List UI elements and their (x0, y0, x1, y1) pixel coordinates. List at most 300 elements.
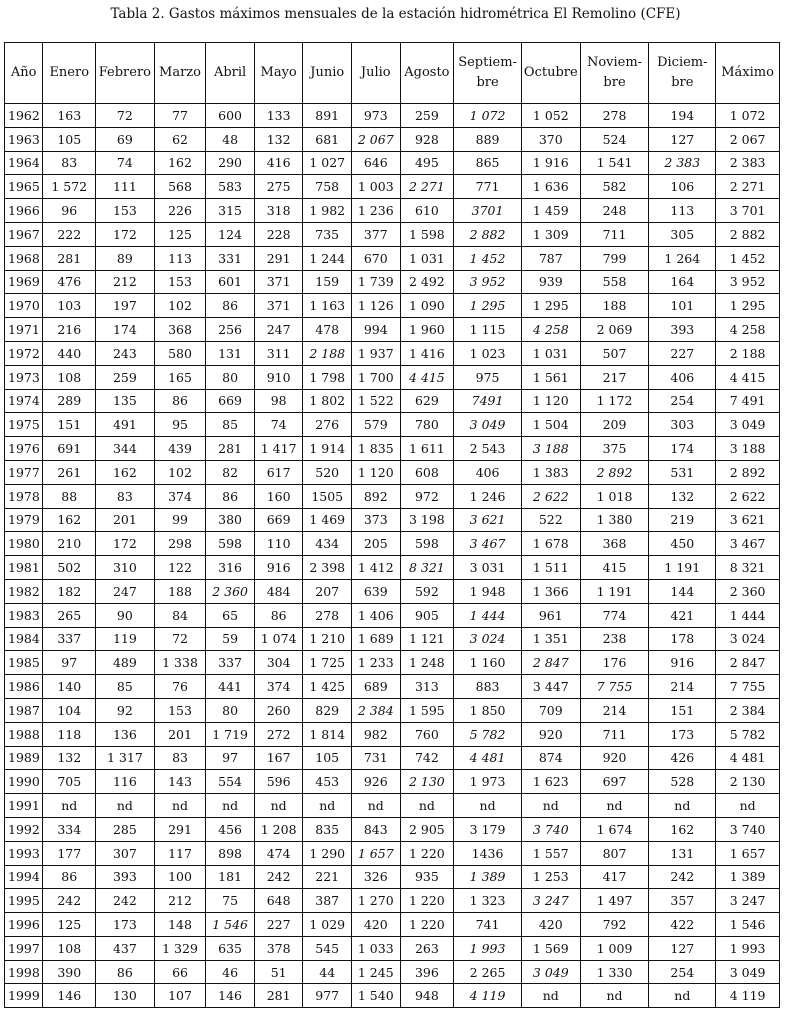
table-cell: 1 120 (352, 460, 401, 484)
table-cell: 84 (154, 603, 206, 627)
table-cell: 617 (254, 460, 303, 484)
header-row (5, 43, 780, 104)
table-cell: 1 295 (716, 294, 780, 318)
table-cell: 86 (96, 960, 155, 984)
table-cell: 689 (352, 675, 401, 699)
table-cell: 554 (206, 770, 255, 794)
table-row (5, 579, 780, 603)
table-cell: 102 (154, 460, 206, 484)
table-cell: 2 892 (580, 460, 649, 484)
table-cell: 205 (352, 532, 401, 556)
table-cell: 337 (206, 651, 255, 675)
table-cell: 83 (154, 746, 206, 770)
table-cell: 598 (400, 532, 454, 556)
table-cell: 1 380 (580, 508, 649, 532)
year-cell: 1969 (5, 270, 43, 294)
table-cell: 1 383 (521, 460, 580, 484)
table-cell: 1 366 (521, 579, 580, 603)
table-cell: 393 (649, 318, 716, 342)
table-cell: 1 389 (716, 865, 780, 889)
table-row (5, 556, 780, 580)
table-cell: 829 (303, 698, 352, 722)
table-cell: 210 (43, 532, 96, 556)
table-cell: 228 (254, 222, 303, 246)
table-cell: 140 (43, 675, 96, 699)
table-cell: 2 882 (716, 222, 780, 246)
table-cell: 106 (649, 175, 716, 199)
table-cell: 243 (96, 341, 155, 365)
table-cell: 1 595 (400, 698, 454, 722)
table-cell: 780 (400, 413, 454, 437)
table-cell: 378 (254, 936, 303, 960)
table-cell: 261 (43, 460, 96, 484)
column-header: Agosto (400, 43, 454, 104)
table-cell: 125 (43, 913, 96, 937)
column-header: Marzo (154, 43, 206, 104)
table-cell: 1 191 (580, 579, 649, 603)
table-cell: 374 (254, 675, 303, 699)
table-cell: 374 (154, 484, 206, 508)
table-cell: 201 (154, 722, 206, 746)
table-cell: 3 740 (716, 817, 780, 841)
table-cell: 162 (96, 460, 155, 484)
table-cell: 742 (400, 746, 454, 770)
table-cell: 520 (303, 460, 352, 484)
table-cell: 484 (254, 579, 303, 603)
table-cell: 531 (649, 460, 716, 484)
table-cell: 254 (649, 389, 716, 413)
table-cell: 144 (649, 579, 716, 603)
year-cell: 1984 (5, 627, 43, 651)
table-cell: 608 (400, 460, 454, 484)
year-cell: 1981 (5, 556, 43, 580)
table-cell: 1 245 (352, 960, 401, 984)
table-cell: nd (521, 984, 580, 1008)
table-cell: 807 (580, 841, 649, 865)
column-header: Octubre (521, 43, 580, 104)
table-cell: 1 561 (521, 365, 580, 389)
table-cell: 219 (649, 508, 716, 532)
table-cell: 491 (96, 413, 155, 437)
table-cell: 3 621 (716, 508, 780, 532)
table-cell: 344 (96, 437, 155, 461)
table-cell: 197 (96, 294, 155, 318)
table-cell: 948 (400, 984, 454, 1008)
table-cell: 489 (96, 651, 155, 675)
table-cell: 1 290 (303, 841, 352, 865)
table-cell: 961 (521, 603, 580, 627)
column-header: Febrero (96, 43, 155, 104)
table-cell: 298 (154, 532, 206, 556)
table-cell: 96 (43, 199, 96, 223)
table-cell: 1 295 (454, 294, 522, 318)
table-cell: nd (454, 794, 522, 818)
year-cell: 1980 (5, 532, 43, 556)
table-header (5, 43, 780, 104)
table-cell: 601 (206, 270, 255, 294)
table-cell: 377 (352, 222, 401, 246)
table-cell: 80 (206, 698, 255, 722)
table-cell: 2 398 (303, 556, 352, 580)
year-cell: 1977 (5, 460, 43, 484)
table-cell: 390 (43, 960, 96, 984)
table-cell: 153 (154, 698, 206, 722)
table-row (5, 603, 780, 627)
table-cell: 1 330 (580, 960, 649, 984)
year-cell: 1975 (5, 413, 43, 437)
table-cell: 7 491 (716, 389, 780, 413)
table-cell: 132 (254, 127, 303, 151)
table-cell: 545 (303, 936, 352, 960)
year-cell: 1998 (5, 960, 43, 984)
table-cell: 315 (206, 199, 255, 223)
year-cell: 1964 (5, 151, 43, 175)
table-cell: nd (649, 794, 716, 818)
table-cell: 4 481 (454, 746, 522, 770)
table-cell: 1 029 (303, 913, 352, 937)
table-cell: 1 317 (96, 746, 155, 770)
table-cell: 892 (352, 484, 401, 508)
table-cell: 1 948 (454, 579, 522, 603)
table-cell: 1 090 (400, 294, 454, 318)
table-cell: 176 (580, 651, 649, 675)
table-cell: 4 119 (454, 984, 522, 1008)
table-cell: 478 (303, 318, 352, 342)
column-header: Año (5, 43, 43, 104)
table-cell: 891 (303, 104, 352, 128)
table-cell: 178 (649, 627, 716, 651)
table-cell: 212 (154, 889, 206, 913)
table-cell: 113 (649, 199, 716, 223)
table-cell: 131 (206, 341, 255, 365)
table-cell: 596 (254, 770, 303, 794)
table-cell: 311 (254, 341, 303, 365)
table-cell: 3 740 (521, 817, 580, 841)
table-cell: 2 543 (454, 437, 522, 461)
table-cell: 3 952 (454, 270, 522, 294)
table-cell: 285 (96, 817, 155, 841)
table-cell: 108 (43, 936, 96, 960)
year-cell: 1976 (5, 437, 43, 461)
table-cell: 583 (206, 175, 255, 199)
table-cell: 1 191 (649, 556, 716, 580)
table-cell: 3 049 (716, 960, 780, 984)
table-row (5, 841, 780, 865)
year-cell: 1971 (5, 318, 43, 342)
table-cell: 416 (254, 151, 303, 175)
year-cell: 1967 (5, 222, 43, 246)
table-cell: 75 (206, 889, 255, 913)
table-cell: 1 253 (521, 865, 580, 889)
table-cell: 1 248 (400, 651, 454, 675)
table-cell: 133 (254, 104, 303, 128)
table-cell: 774 (580, 603, 649, 627)
table-cell: 1 444 (454, 603, 522, 627)
table-cell: 1 220 (400, 913, 454, 937)
table-cell: 2 905 (400, 817, 454, 841)
year-cell: 1985 (5, 651, 43, 675)
table-cell: 568 (154, 175, 206, 199)
table-cell: 4 415 (716, 365, 780, 389)
table-cell: nd (716, 794, 780, 818)
table-row (5, 175, 780, 199)
table-cell: 334 (43, 817, 96, 841)
table-cell: 420 (521, 913, 580, 937)
table-cell: 1 244 (303, 246, 352, 270)
table-cell: 920 (580, 746, 649, 770)
table-cell: 1 031 (521, 341, 580, 365)
table-cell: 1 412 (352, 556, 401, 580)
table-cell: 476 (43, 270, 96, 294)
table-cell: 163 (43, 104, 96, 128)
table-cell: nd (649, 984, 716, 1008)
table-cell: 260 (254, 698, 303, 722)
column-header: Septiem- bre (454, 43, 522, 104)
table-cell: 226 (154, 199, 206, 223)
table-cell: 1 459 (521, 199, 580, 223)
table-cell: 4 481 (716, 746, 780, 770)
table-cell: 105 (303, 746, 352, 770)
table-cell: 357 (649, 889, 716, 913)
table-cell: 99 (154, 508, 206, 532)
table-cell: 910 (254, 365, 303, 389)
table-cell: 59 (206, 627, 255, 651)
table-cell: 977 (303, 984, 352, 1008)
table-cell: 387 (303, 889, 352, 913)
table-cell: 100 (154, 865, 206, 889)
table-cell: 117 (154, 841, 206, 865)
table-cell: 2 069 (580, 318, 649, 342)
table-cell: 181 (206, 865, 255, 889)
table-cell: 1 916 (521, 151, 580, 175)
table-row (5, 199, 780, 223)
table-cell: 456 (206, 817, 255, 841)
table-cell: 450 (649, 532, 716, 556)
table-cell: 792 (580, 913, 649, 937)
table-cell: 1 700 (352, 365, 401, 389)
year-cell: 1970 (5, 294, 43, 318)
table-cell: 787 (521, 246, 580, 270)
table-cell: 221 (303, 865, 352, 889)
table-cell: 598 (206, 532, 255, 556)
table-cell: 3 179 (454, 817, 522, 841)
table-cell: 1 572 (43, 175, 96, 199)
table-cell: 2 067 (352, 127, 401, 151)
table-cell: 77 (154, 104, 206, 128)
table-cell: 281 (254, 984, 303, 1008)
table-cell: 1 416 (400, 341, 454, 365)
table-cell: 242 (96, 889, 155, 913)
table-cell: 3 621 (454, 508, 522, 532)
table-cell: 173 (649, 722, 716, 746)
table-cell: 318 (254, 199, 303, 223)
table-cell: 368 (154, 318, 206, 342)
table-cell: 72 (96, 104, 155, 128)
table-cell: nd (96, 794, 155, 818)
table-cell: 972 (400, 484, 454, 508)
table-row (5, 794, 780, 818)
table-cell: 373 (352, 508, 401, 532)
table-row (5, 389, 780, 413)
table-row (5, 675, 780, 699)
table-cell: 291 (254, 246, 303, 270)
table-cell: 393 (96, 865, 155, 889)
table-cell: 368 (580, 532, 649, 556)
table-cell: 711 (580, 722, 649, 746)
table-cell: 83 (43, 151, 96, 175)
table-cell: 741 (454, 913, 522, 937)
table-cell: nd (580, 984, 649, 1008)
table-cell: 670 (352, 246, 401, 270)
year-cell: 1966 (5, 199, 43, 223)
table-cell: 248 (580, 199, 649, 223)
table-cell: 1 598 (400, 222, 454, 246)
year-cell: 1991 (5, 794, 43, 818)
table-row (5, 104, 780, 128)
table-cell: 2 383 (649, 151, 716, 175)
table-cell: 82 (206, 460, 255, 484)
table-row (5, 722, 780, 746)
table-cell: 119 (96, 627, 155, 651)
table-cell: 474 (254, 841, 303, 865)
table-cell: 122 (154, 556, 206, 580)
table-cell: 90 (96, 603, 155, 627)
year-cell: 1978 (5, 484, 43, 508)
table-cell: 3701 (454, 199, 522, 223)
table-cell: 88 (43, 484, 96, 508)
table-cell: 1 546 (716, 913, 780, 937)
table-cell: 85 (96, 675, 155, 699)
table-cell: 1 452 (454, 246, 522, 270)
column-header: Julio (352, 43, 401, 104)
table-cell: 711 (580, 222, 649, 246)
table-cell: 337 (43, 627, 96, 651)
table-cell: 3 049 (521, 960, 580, 984)
table-cell: 406 (454, 460, 522, 484)
table-row (5, 413, 780, 437)
table-row (5, 698, 780, 722)
table-cell: 1 623 (521, 770, 580, 794)
table-cell: 375 (580, 437, 649, 461)
table-cell: 7 755 (716, 675, 780, 699)
table-cell: 214 (649, 675, 716, 699)
table-cell: 437 (96, 936, 155, 960)
table-row (5, 770, 780, 794)
table-title: Tabla 2. Gastos máximos mensuales de la estación hidrométrica El Remolino (CFE) (110, 6, 681, 22)
table-row (5, 222, 780, 246)
table-cell: 1 557 (521, 841, 580, 865)
table-cell: 528 (649, 770, 716, 794)
table-cell: 86 (254, 603, 303, 627)
table-cell: 524 (580, 127, 649, 151)
table-cell: 926 (352, 770, 401, 794)
table-cell: 843 (352, 817, 401, 841)
table-row (5, 960, 780, 984)
table-cell: 66 (154, 960, 206, 984)
table-cell: 1 497 (580, 889, 649, 913)
table-cell: 256 (206, 318, 255, 342)
table-cell: 89 (96, 246, 155, 270)
table-cell: 629 (400, 389, 454, 413)
table-cell: nd (154, 794, 206, 818)
table-cell: 307 (96, 841, 155, 865)
table-cell: 113 (154, 246, 206, 270)
table-cell: 380 (206, 508, 255, 532)
table-cell: 278 (303, 603, 352, 627)
table-cell: 600 (206, 104, 255, 128)
table-cell: 132 (649, 484, 716, 508)
table-cell: 4 258 (716, 318, 780, 342)
table-cell: 2 847 (716, 651, 780, 675)
table-cell: 2 622 (716, 484, 780, 508)
table-cell: 1 351 (521, 627, 580, 651)
year-cell: 1963 (5, 127, 43, 151)
year-cell: 1994 (5, 865, 43, 889)
table-cell: 1 469 (303, 508, 352, 532)
table-cell: nd (303, 794, 352, 818)
table-cell: 1 689 (352, 627, 401, 651)
table-cell: 1 541 (580, 151, 649, 175)
table-cell: 1 295 (521, 294, 580, 318)
table-cell: 758 (303, 175, 352, 199)
table-cell: 1 270 (352, 889, 401, 913)
table-cell: 242 (43, 889, 96, 913)
table-cell: 396 (400, 960, 454, 984)
table-cell: 86 (154, 389, 206, 413)
year-cell: 1973 (5, 365, 43, 389)
table-cell: 172 (96, 532, 155, 556)
table-row (5, 865, 780, 889)
table-cell: 3 467 (716, 532, 780, 556)
table-cell: 1 802 (303, 389, 352, 413)
table-cell: 835 (303, 817, 352, 841)
year-cell: 1995 (5, 889, 43, 913)
table-cell: 2 384 (352, 698, 401, 722)
table-cell: 1 540 (352, 984, 401, 1008)
table-row (5, 817, 780, 841)
table-cell: 371 (254, 270, 303, 294)
table-cell: 1 657 (716, 841, 780, 865)
table-cell: 86 (43, 865, 96, 889)
table-row (5, 508, 780, 532)
table-cell: 316 (206, 556, 255, 580)
year-cell: 1968 (5, 246, 43, 270)
table-cell: 799 (580, 246, 649, 270)
table-cell: 162 (649, 817, 716, 841)
table-cell: 217 (580, 365, 649, 389)
table-row (5, 270, 780, 294)
table-cell: 434 (303, 532, 352, 556)
table-cell: 1 636 (521, 175, 580, 199)
year-cell: 1989 (5, 746, 43, 770)
table-cell: 310 (96, 556, 155, 580)
table-cell: 62 (154, 127, 206, 151)
table-cell: 1 072 (716, 104, 780, 128)
table-row (5, 318, 780, 342)
table-cell: 975 (454, 365, 522, 389)
table-cell: 1 798 (303, 365, 352, 389)
table-cell: 153 (154, 270, 206, 294)
year-cell: 1999 (5, 984, 43, 1008)
table-cell: 69 (96, 127, 155, 151)
table-cell: 439 (154, 437, 206, 461)
table-cell: 227 (254, 913, 303, 937)
table-cell: 916 (254, 556, 303, 580)
year-cell: 1990 (5, 770, 43, 794)
table-cell: 982 (352, 722, 401, 746)
table-cell: 760 (400, 722, 454, 746)
table-cell: 1 027 (303, 151, 352, 175)
